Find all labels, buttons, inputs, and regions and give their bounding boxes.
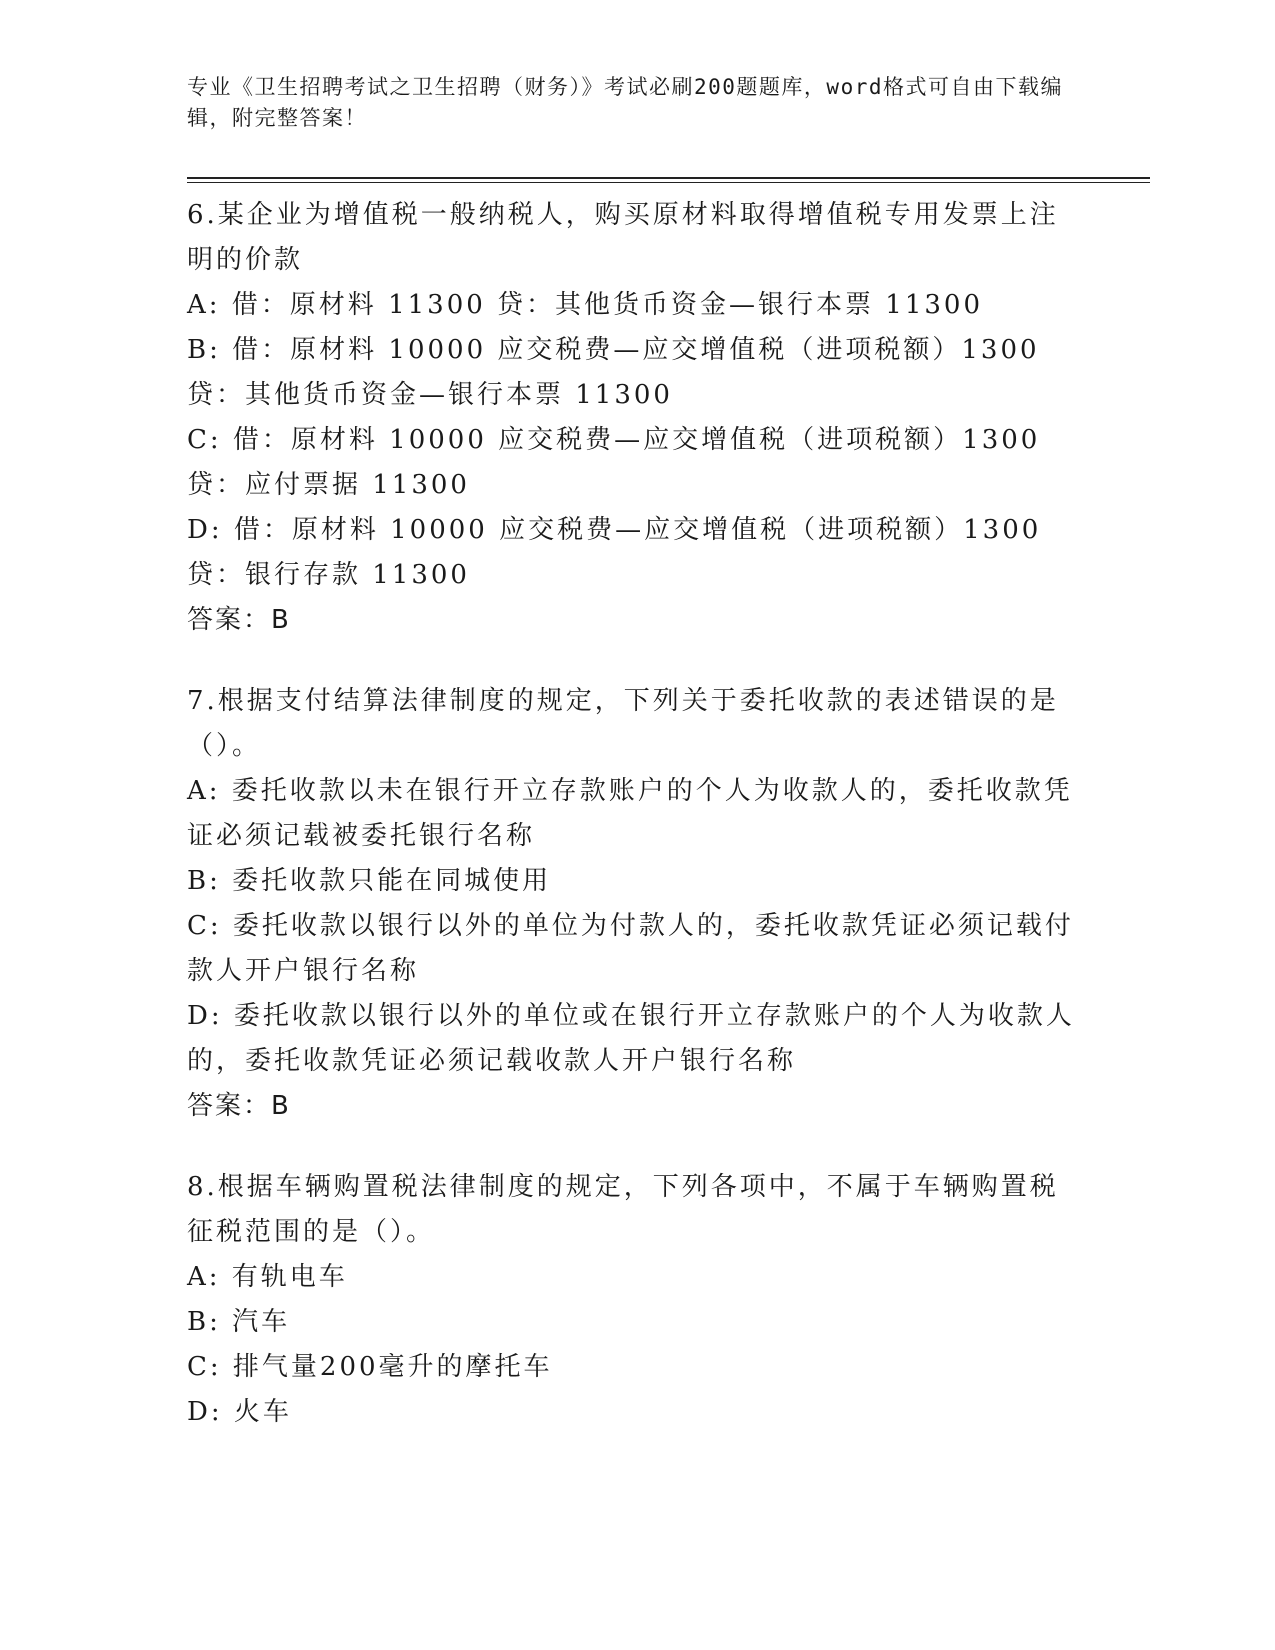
option-b: B: 借：原材料 10000 应交税费—应交增值税（进项税额）1300 贷：其他货币资金—银行本票 11300 [187,335,1040,410]
option-d: D: 借：原材料 10000 应交税费—应交增值税（进项税额）1300 贷：银行存款 11300 [187,515,1042,590]
question-list [187,193,1087,1471]
answer-line: 答案：B [187,605,291,635]
question-stem: 8.根据车辆购置税法律制度的规定，下列各项中，不属于车辆购置税征税范围的是（）。 [187,1172,1059,1247]
question-stem: 7.根据支付结算法律制度的规定，下列关于委托收款的表述错误的是（）。 [187,686,1059,761]
option-a: A: 借：原材料 11300 贷：其他货币资金—银行本票 11300 [187,290,984,320]
option-b: B: 汽车 [187,1307,291,1337]
option-a: A: 有轨电车 [187,1262,348,1292]
option-b: B: 委托收款只能在同城使用 [187,866,552,896]
page-header: 专业《卫生招聘考试之卫生招聘（财务）》考试必刷200题题库，word格式可自由下载编辑，附完整答案！ [187,75,1063,130]
header-rule-thick [187,177,1150,179]
option-d: D: 火车 [187,1397,292,1427]
header-rule-thin [187,182,1150,183]
question-stem: 6.某企业为增值税一般纳税人，购买原材料取得增值税专用发票上注明的价款 [187,200,1059,275]
option-c: C: 借：原材料 10000 应交税费—应交增值税（进项税额）1300 贷：应付票据 11300 [187,425,1041,500]
option-c: C: 排气量200毫升的摩托车 [187,1352,553,1382]
answer-line: 答案：B [187,1091,291,1121]
question-7 [187,679,1087,1129]
question-6 [187,193,1087,643]
option-c: C: 委托收款以银行以外的单位为付款人的，委托收款凭证必须记载付款人开户银行名称 [187,911,1074,986]
option-a: A: 委托收款以未在银行开立存款账户的个人为收款人的，委托收款凭证必须记载被委托银行名称 [187,776,1073,851]
question-8 [187,1165,1087,1435]
option-d: D: 委托收款以银行以外的单位或在银行开立存款账户的个人为收款人的，委托收款凭证必须记载收款人开户银行名称 [187,1001,1075,1076]
